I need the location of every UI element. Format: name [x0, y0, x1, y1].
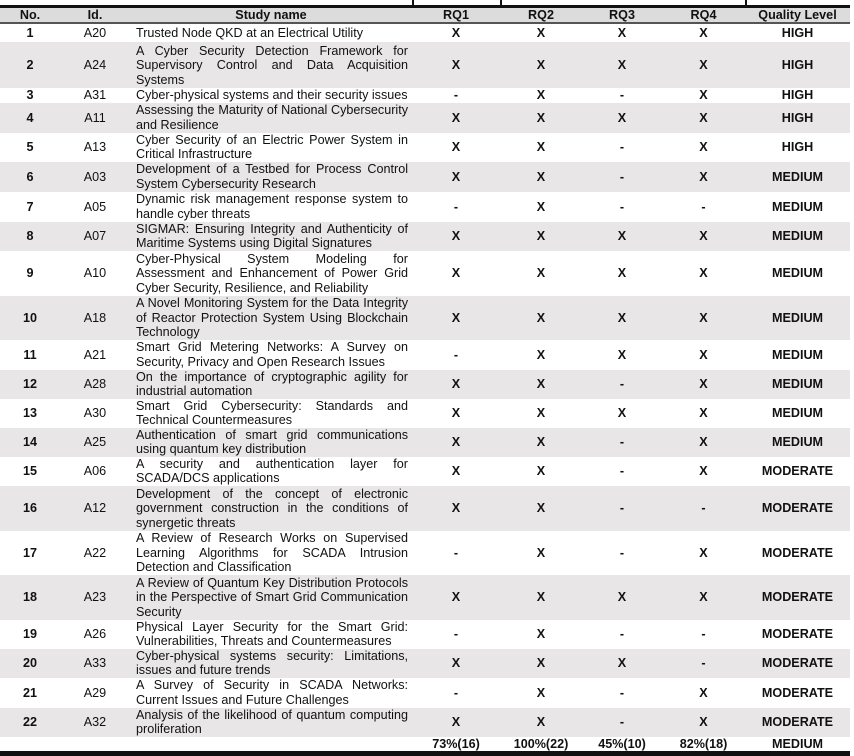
cell-no: 20: [0, 649, 60, 678]
cell-rq4: -: [662, 620, 745, 649]
cell-no: 16: [0, 486, 60, 531]
cell-rq2: X: [500, 162, 582, 192]
footer-overall-quality: MEDIUM: [745, 737, 850, 751]
cell-rq3: X: [582, 296, 662, 340]
cell-study-name: Smart Grid Metering Networks: A Survey on Security, Privacy and Open Research Issues: [130, 340, 412, 370]
cell-rq3: -: [582, 88, 662, 102]
cell-rq2: X: [500, 575, 582, 620]
cell-study-name: A Cyber Security Detection Framework for Supervisory Control and Data Acquisition Systems: [130, 42, 412, 88]
cell-rq3: -: [582, 428, 662, 457]
cell-study-name: Development of the concept of electronic government construction in the conditions of synergetic threats: [130, 486, 412, 531]
cell-no: 12: [0, 370, 60, 399]
cell-id: A32: [60, 708, 130, 737]
cell-rq1: X: [412, 486, 500, 531]
table-row: [0, 457, 850, 486]
cell-id: A22: [60, 531, 130, 575]
cell-rq2: X: [500, 251, 582, 296]
cell-rq4: X: [662, 340, 745, 370]
cell-no: 14: [0, 428, 60, 457]
table-row: [0, 370, 850, 399]
table-row: [0, 296, 850, 340]
cell-study-name: SIGMAR: Ensuring Integrity and Authenticity of Maritime Systems using Digital Signatures: [130, 222, 412, 251]
cell-rq4: X: [662, 296, 745, 340]
cell-rq3: X: [582, 340, 662, 370]
table-footer: [0, 737, 850, 751]
cell-rq3: -: [582, 162, 662, 192]
cell-id: A05: [60, 192, 130, 222]
cell-no: 22: [0, 708, 60, 737]
cell-quality-level: MEDIUM: [745, 340, 850, 370]
table-row: [0, 162, 850, 192]
cell-rq1: X: [412, 162, 500, 192]
cell-rq1: -: [412, 678, 500, 708]
cell-rq1: X: [412, 103, 500, 133]
cell-rq1: X: [412, 428, 500, 457]
cell-no: 11: [0, 340, 60, 370]
cell-study-name: Cyber Security of an Electric Power System in Critical Infrastructure: [130, 133, 412, 162]
cell-no: 3: [0, 88, 60, 102]
cell-rq1: X: [412, 708, 500, 737]
cell-no: 10: [0, 296, 60, 340]
cell-rq3: -: [582, 531, 662, 575]
cell-quality-level: MODERATE: [745, 486, 850, 531]
cell-rq3: -: [582, 620, 662, 649]
header-no: No.: [0, 8, 60, 23]
cell-id: A23: [60, 575, 130, 620]
cell-study-name: Authentication of smart grid communications using quantum key distribution: [130, 428, 412, 457]
cell-quality-level: MEDIUM: [745, 370, 850, 399]
cell-id: A11: [60, 103, 130, 133]
table-row: [0, 649, 850, 678]
cell-rq1: -: [412, 531, 500, 575]
cell-study-name: Cyber-Physical System Modeling for Assessment and Enhancement of Power Grid Cyber Security, Resilience, and Reliability: [130, 251, 412, 296]
cell-id: A29: [60, 678, 130, 708]
table-body: [0, 23, 850, 736]
header-quality-level: Quality Level: [745, 8, 850, 23]
cell-study-name: Physical Layer Security for the Smart Grid: Vulnerabilities, Threats and Countermeasures: [130, 620, 412, 649]
cell-quality-level: HIGH: [745, 103, 850, 133]
cell-quality-level: HIGH: [745, 88, 850, 102]
cell-no: 9: [0, 251, 60, 296]
cell-rq1: X: [412, 42, 500, 88]
table-row: [0, 340, 850, 370]
cell-study-name: A Review of Quantum Key Distribution Protocols in the Perspective of Smart Grid Communication Security: [130, 575, 412, 620]
cell-id: A24: [60, 42, 130, 88]
cell-no: 8: [0, 222, 60, 251]
cell-no: 4: [0, 103, 60, 133]
table-row: [0, 222, 850, 251]
cell-rq1: X: [412, 251, 500, 296]
quality-assessment-table-container: [0, 5, 850, 756]
cell-id: A13: [60, 133, 130, 162]
cell-id: A06: [60, 457, 130, 486]
cell-study-name: Development of a Testbed for Process Control System Cybersecurity Research: [130, 162, 412, 192]
cell-rq1: X: [412, 457, 500, 486]
cell-rq3: -: [582, 192, 662, 222]
table-header: [0, 8, 850, 23]
cell-quality-level: MODERATE: [745, 531, 850, 575]
cell-rq1: X: [412, 23, 500, 42]
cell-quality-level: MODERATE: [745, 457, 850, 486]
cell-rq4: X: [662, 23, 745, 42]
cell-study-name: A security and authentication layer for SCADA/DCS applications: [130, 457, 412, 486]
cell-id: A33: [60, 649, 130, 678]
cell-rq1: X: [412, 133, 500, 162]
cell-quality-level: MODERATE: [745, 575, 850, 620]
table-row: [0, 133, 850, 162]
cell-no: 1: [0, 23, 60, 42]
cell-rq2: X: [500, 296, 582, 340]
cell-no: 15: [0, 457, 60, 486]
footer-rq2-total: 100%(22): [500, 737, 582, 751]
cell-quality-level: MEDIUM: [745, 222, 850, 251]
cell-study-name: Dynamic risk management response system to handle cyber threats: [130, 192, 412, 222]
cell-quality-level: MEDIUM: [745, 296, 850, 340]
cell-rq1: -: [412, 340, 500, 370]
cell-id: A10: [60, 251, 130, 296]
cell-quality-level: HIGH: [745, 133, 850, 162]
cell-quality-level: MEDIUM: [745, 162, 850, 192]
cell-rq4: -: [662, 486, 745, 531]
table-row: [0, 23, 850, 42]
cell-rq4: X: [662, 531, 745, 575]
table-row: [0, 251, 850, 296]
cell-rq3: -: [582, 708, 662, 737]
cell-rq3: -: [582, 457, 662, 486]
cell-study-name: On the importance of cryptographic agility for industrial automation: [130, 370, 412, 399]
cell-rq2: X: [500, 370, 582, 399]
cell-id: A31: [60, 88, 130, 102]
footer-rq1-total: 73%(16): [412, 737, 500, 751]
cell-rq2: X: [500, 23, 582, 42]
cell-rq3: -: [582, 486, 662, 531]
totals-row: [0, 737, 850, 751]
header-rq2: RQ2: [500, 8, 582, 23]
cell-rq2: X: [500, 531, 582, 575]
cell-rq3: X: [582, 251, 662, 296]
cell-rq1: X: [412, 296, 500, 340]
cell-id: A28: [60, 370, 130, 399]
cell-rq4: X: [662, 575, 745, 620]
cell-rq4: X: [662, 428, 745, 457]
cell-no: 13: [0, 399, 60, 428]
cell-rq4: -: [662, 192, 745, 222]
cell-rq3: X: [582, 649, 662, 678]
table-row: [0, 486, 850, 531]
table-row: [0, 531, 850, 575]
cell-no: 5: [0, 133, 60, 162]
table-row: [0, 42, 850, 88]
cell-rq2: X: [500, 649, 582, 678]
cell-rq2: X: [500, 88, 582, 102]
cell-study-name: Analysis of the likelihood of quantum computing proliferation: [130, 708, 412, 737]
cell-rq3: X: [582, 42, 662, 88]
table-row: [0, 678, 850, 708]
footer-rq4-total: 82%(18): [662, 737, 745, 751]
table-row: [0, 428, 850, 457]
cell-rq2: X: [500, 620, 582, 649]
header-id: Id.: [60, 8, 130, 23]
cell-rq1: -: [412, 192, 500, 222]
cell-id: A25: [60, 428, 130, 457]
cell-no: 21: [0, 678, 60, 708]
cell-study-name: Assessing the Maturity of National Cybersecurity and Resilience: [130, 103, 412, 133]
cell-rq4: X: [662, 42, 745, 88]
table-row: [0, 88, 850, 102]
cell-rq1: X: [412, 370, 500, 399]
cell-rq3: -: [582, 133, 662, 162]
cell-no: 18: [0, 575, 60, 620]
cell-no: 17: [0, 531, 60, 575]
cell-rq4: -: [662, 649, 745, 678]
cell-quality-level: MEDIUM: [745, 192, 850, 222]
cell-quality-level: MEDIUM: [745, 251, 850, 296]
cell-study-name: A Novel Monitoring System for the Data Integrity of Reactor Protection System Using Blockchain Technology: [130, 296, 412, 340]
cell-study-name: Cyber-physical systems and their security issues: [130, 88, 412, 102]
cell-quality-level: MODERATE: [745, 649, 850, 678]
cell-rq1: X: [412, 575, 500, 620]
cell-id: A07: [60, 222, 130, 251]
header-rq1: RQ1: [412, 8, 500, 23]
cell-id: A26: [60, 620, 130, 649]
cell-id: A20: [60, 23, 130, 42]
cell-rq2: X: [500, 457, 582, 486]
footer-name: [130, 737, 412, 751]
table-row: [0, 620, 850, 649]
table-row: [0, 575, 850, 620]
cell-rq1: X: [412, 649, 500, 678]
cell-rq2: X: [500, 222, 582, 251]
cell-id: A12: [60, 486, 130, 531]
cell-no: 2: [0, 42, 60, 88]
cell-study-name: Cyber-physical systems security: Limitations, issues and future trends: [130, 649, 412, 678]
cell-study-name: Smart Grid Cybersecurity: Standards and Technical Countermeasures: [130, 399, 412, 428]
cell-quality-level: HIGH: [745, 23, 850, 42]
cell-study-name: A Review of Research Works on Supervised Learning Algorithms for SCADA Intrusion Detection and Classification: [130, 531, 412, 575]
footer-no: [0, 737, 60, 751]
cell-rq1: X: [412, 222, 500, 251]
cell-rq2: X: [500, 486, 582, 531]
cell-rq4: X: [662, 708, 745, 737]
cell-rq4: X: [662, 162, 745, 192]
header-row: [0, 8, 850, 23]
cell-rq2: X: [500, 428, 582, 457]
cell-study-name: A Survey of Security in SCADA Networks: Current Issues and Future Challenges: [130, 678, 412, 708]
cell-rq2: X: [500, 708, 582, 737]
cell-no: 7: [0, 192, 60, 222]
cell-rq1: X: [412, 399, 500, 428]
cell-rq3: -: [582, 370, 662, 399]
cell-rq3: X: [582, 222, 662, 251]
cell-quality-level: MODERATE: [745, 620, 850, 649]
cell-study-name: Trusted Node QKD at an Electrical Utility: [130, 23, 412, 42]
header-study-name: Study name: [130, 8, 412, 23]
header-rq4: RQ4: [662, 8, 745, 23]
cell-id: A03: [60, 162, 130, 192]
cell-rq4: X: [662, 222, 745, 251]
cell-rq3: X: [582, 399, 662, 428]
cell-rq4: X: [662, 370, 745, 399]
cell-rq4: X: [662, 399, 745, 428]
footer-rq3-total: 45%(10): [582, 737, 662, 751]
table-row: [0, 103, 850, 133]
cell-rq3: X: [582, 103, 662, 133]
cell-rq3: -: [582, 678, 662, 708]
cell-id: A30: [60, 399, 130, 428]
header-rq3: RQ3: [582, 8, 662, 23]
cell-quality-level: MEDIUM: [745, 399, 850, 428]
cell-rq4: X: [662, 103, 745, 133]
table-row: [0, 192, 850, 222]
cell-rq1: -: [412, 620, 500, 649]
cell-id: A18: [60, 296, 130, 340]
cell-rq4: X: [662, 457, 745, 486]
table-row: [0, 399, 850, 428]
cell-rq3: X: [582, 575, 662, 620]
table-row: [0, 708, 850, 737]
cell-rq2: X: [500, 678, 582, 708]
cell-quality-level: MODERATE: [745, 678, 850, 708]
cell-quality-level: MODERATE: [745, 708, 850, 737]
quality-assessment-table: [0, 8, 850, 751]
cell-rq4: X: [662, 251, 745, 296]
cell-rq2: X: [500, 133, 582, 162]
cell-no: 6: [0, 162, 60, 192]
cell-quality-level: HIGH: [745, 42, 850, 88]
cell-rq2: X: [500, 340, 582, 370]
cell-rq1: -: [412, 88, 500, 102]
cell-rq2: X: [500, 42, 582, 88]
cell-rq4: X: [662, 133, 745, 162]
cell-rq3: X: [582, 23, 662, 42]
cell-rq2: X: [500, 103, 582, 133]
cell-no: 19: [0, 620, 60, 649]
cell-rq4: X: [662, 678, 745, 708]
cell-quality-level: MEDIUM: [745, 428, 850, 457]
cell-rq2: X: [500, 399, 582, 428]
cell-rq4: X: [662, 88, 745, 102]
cell-rq2: X: [500, 192, 582, 222]
footer-id: [60, 737, 130, 751]
cell-id: A21: [60, 340, 130, 370]
